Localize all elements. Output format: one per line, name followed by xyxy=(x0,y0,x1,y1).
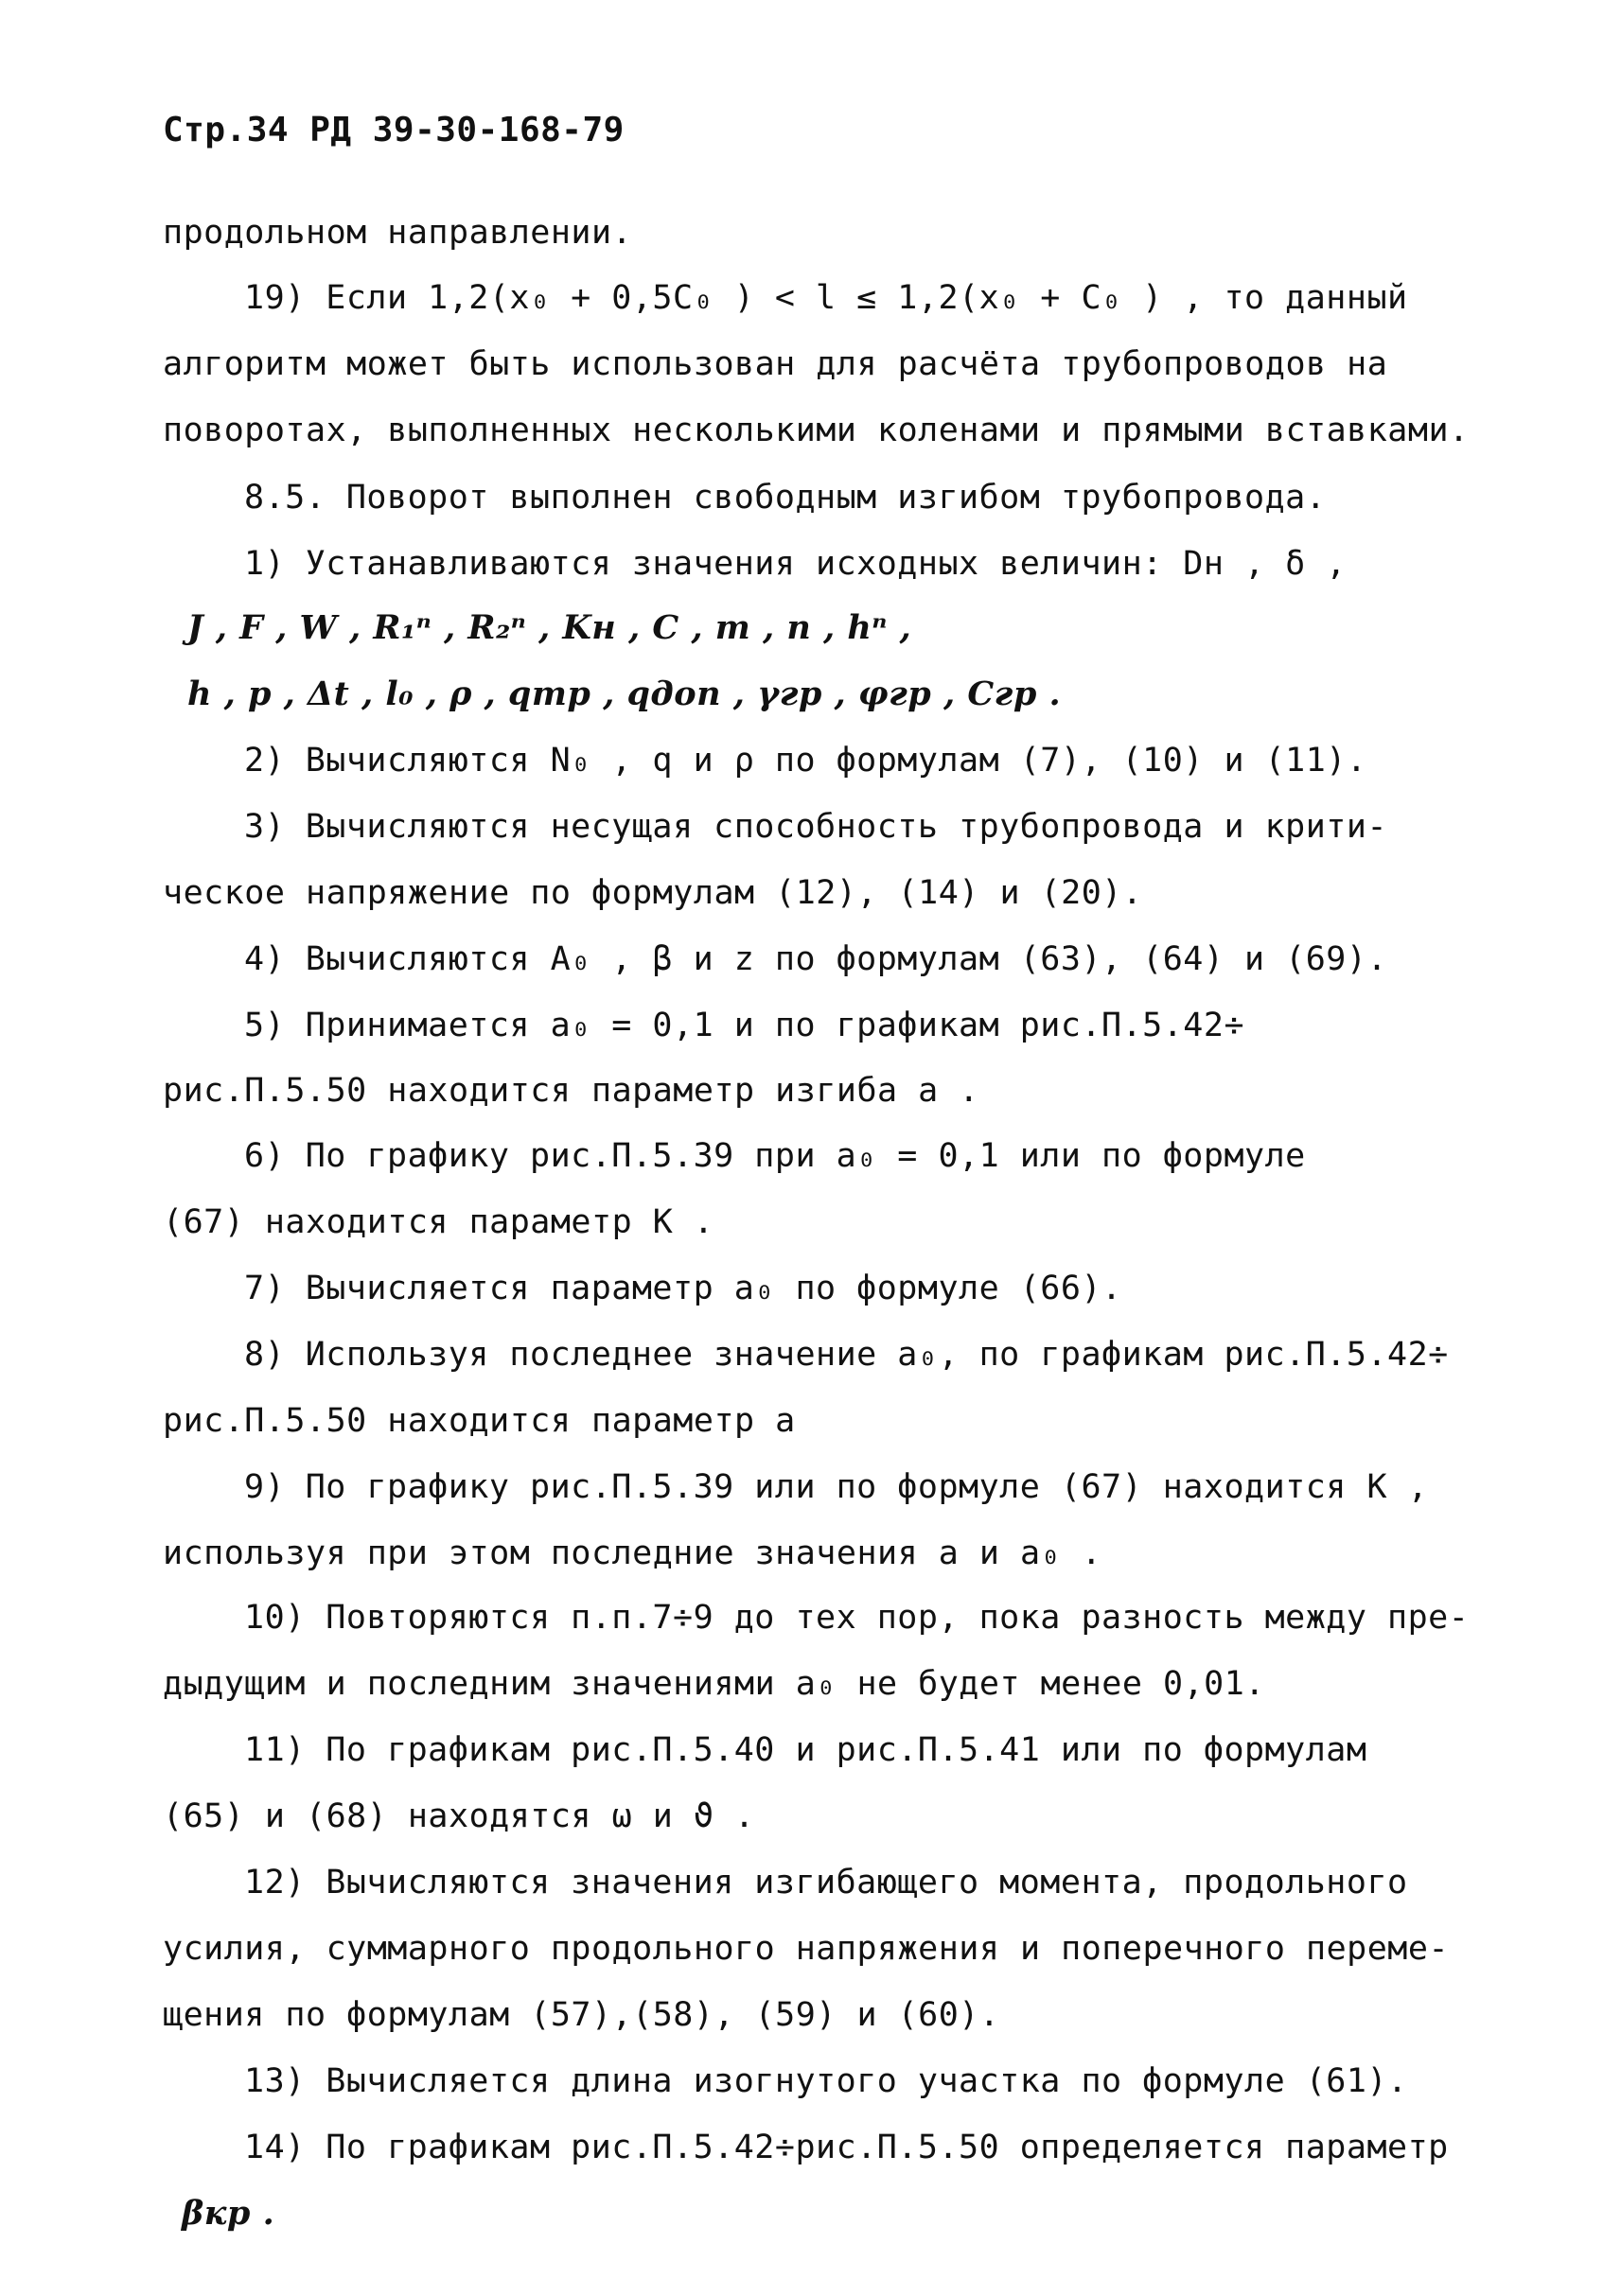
text-line-12: 4) Вычисляются A₀ , β и z по формулам (63), (64) и (69). xyxy=(244,940,1388,978)
text-line-20: 9) По графику рис.П.5.39 или по формуле (67) находится K , xyxy=(244,1468,1429,1506)
text-line-30: 14) По графикам рис.П.5.42÷рис.П.5.50 определяется параметр xyxy=(244,2129,1449,2166)
text-line-26: 12) Вычисляются значения изгибающего момента, продольного xyxy=(244,1864,1408,1902)
text-line-7: J , F , W , R₁ⁿ , R₂ⁿ , Kн , C , m , n , hⁿ , xyxy=(187,608,912,647)
text-line-5: 8.5. Поворот выполнен свободным изгибом трубопровода. xyxy=(244,479,1327,517)
text-line-19: рис.П.5.50 находится параметр a xyxy=(163,1402,796,1440)
text-line-29: 13) Вычисляется длина изогнутого участка по формуле (61). xyxy=(244,2062,1408,2100)
text-line-13: 5) Принимается a₀ = 0,1 и по графикам рис.П.5.42÷ xyxy=(244,1007,1245,1044)
text-line-14: рис.П.5.50 находится параметр изгиба a . xyxy=(163,1072,979,1110)
text-line-18: 8) Используя последнее значение a₀, по графикам рис.П.5.42÷ xyxy=(244,1336,1449,1374)
text-line-31: βкр . xyxy=(182,2194,275,2233)
text-line-6: 1) Устанавливаются значения исходных величин: Dн , δ , xyxy=(244,545,1347,583)
text-line-4: поворотах, выполненных несколькими коленами и прямыми вставками. xyxy=(163,412,1470,449)
text-line-25: (65) и (68) находятся ω и ϑ . xyxy=(163,1797,755,1835)
text-line-8: h , p , Δt , l₀ , ρ , qтр , qдоп , γгр , φгр , Cгр . xyxy=(187,675,1062,713)
text-line-2: 19) Если 1,2(x₀ + 0,5C₀ ) < l ≤ 1,2(x₀ + C₀ ) , то данный xyxy=(244,279,1408,317)
text-line-24: 11) По графикам рис.П.5.40 и рис.П.5.41 или по формулам xyxy=(244,1731,1367,1769)
text-line-1: продольном направлении. xyxy=(163,214,633,252)
text-line-11: ческое напряжение по формулам (12), (14) и (20). xyxy=(163,874,1143,912)
text-line-3: алгоритм может быть использован для расчёта трубопроводов на xyxy=(163,345,1388,383)
text-line-27: усилия, суммарного продольного напряжения и поперечного переме- xyxy=(163,1930,1450,1968)
text-line-15: 6) По графику рис.П.5.39 при a₀ = 0,1 или по формуле xyxy=(244,1137,1306,1175)
text-line-22: 10) Повторяются п.п.7÷9 до тех пор, пока разность между пре- xyxy=(244,1599,1470,1637)
text-line-9: 2) Вычисляются N₀ , q и ρ по формулам (7), (10) и (11). xyxy=(244,742,1367,780)
text-line-28: щения по формулам (57),(58), (59) и (60). xyxy=(163,1996,1000,2034)
text-line-17: 7) Вычисляется параметр a₀ по формуле (66). xyxy=(244,1270,1122,1307)
text-line-23: дыдущим и последним значениями a₀ не будет менее 0,01. xyxy=(163,1665,1265,1703)
text-line-21: используя при этом последние значения a и a₀ . xyxy=(163,1534,1102,1572)
text-line-16: (67) находится параметр K . xyxy=(163,1203,714,1241)
text-line-10: 3) Вычисляются несущая способность трубопровода и крити- xyxy=(244,808,1388,846)
page-header: Стр.34 РД 39-30-168-79 xyxy=(163,111,625,149)
